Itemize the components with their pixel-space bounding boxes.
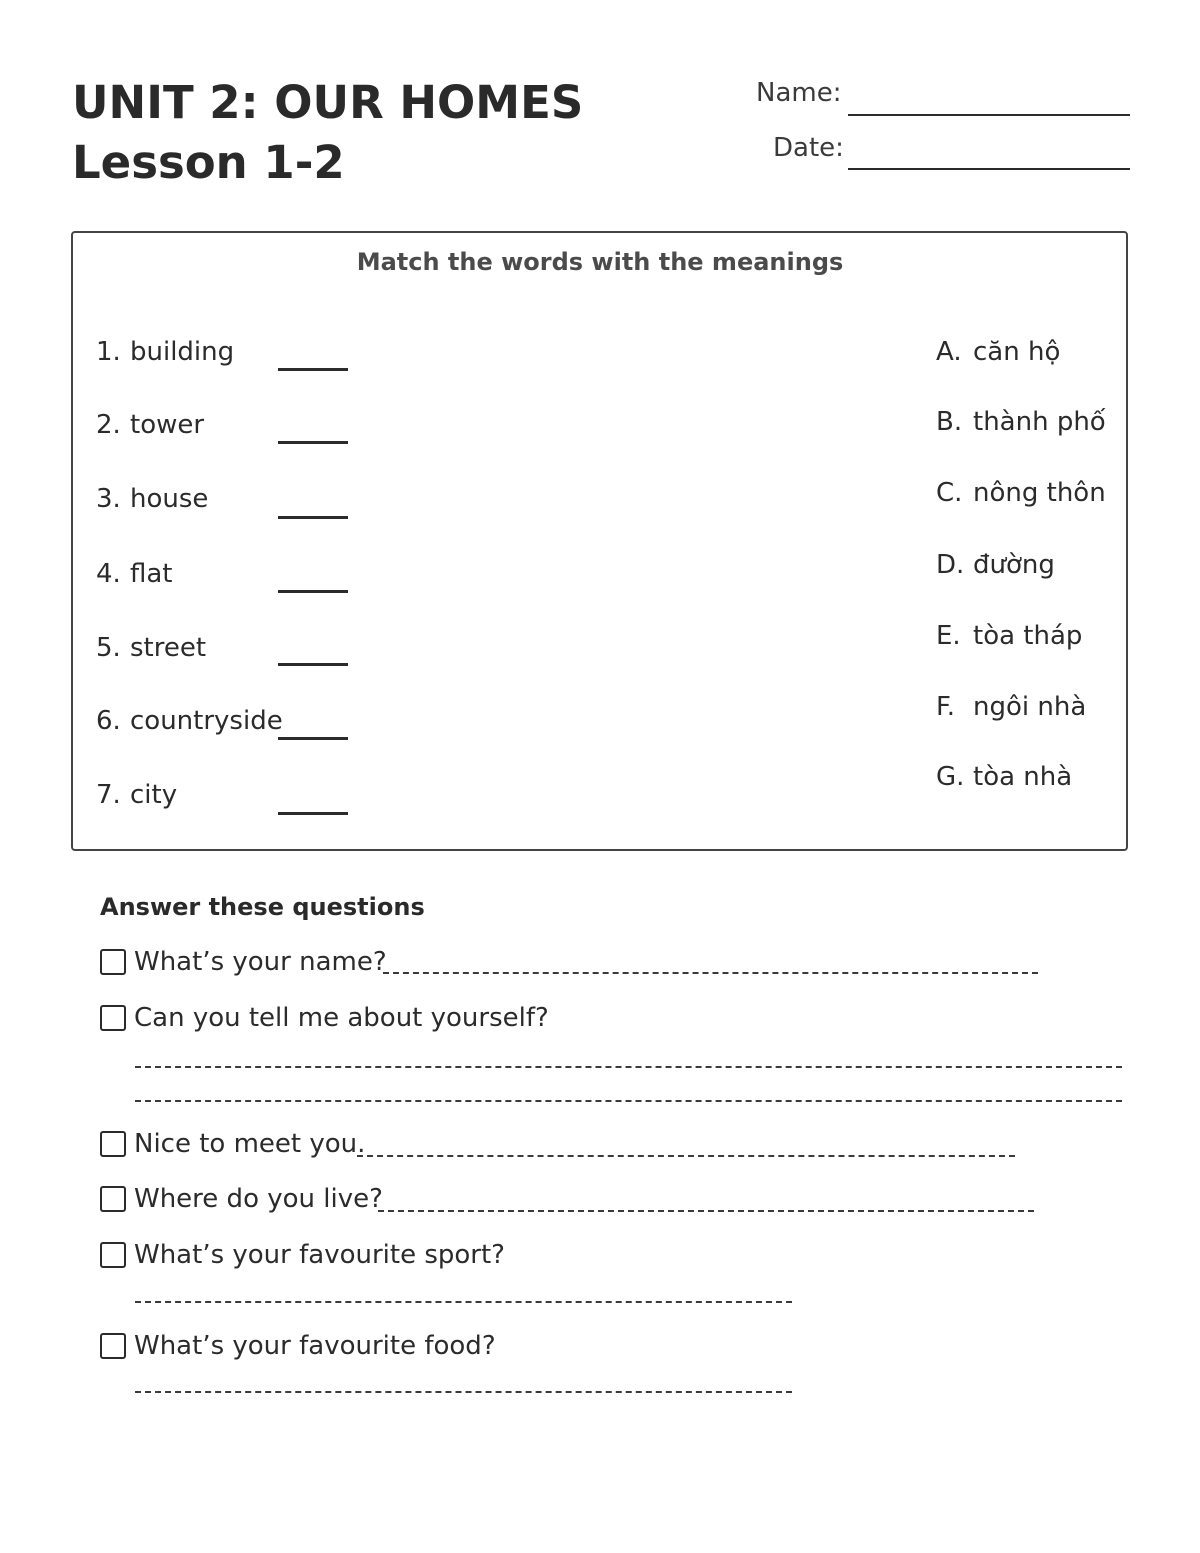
name-field[interactable] [848,114,1130,116]
date-label: Date: [773,133,844,163]
answer-line-2b[interactable] [135,1100,1122,1102]
question-checkbox-2[interactable] [100,1005,126,1031]
meaning-letter: D. [936,550,965,580]
answer-line-2a[interactable] [135,1066,1122,1068]
question-text: Can you tell me about yourself? [134,1003,549,1033]
questions-heading: Answer these questions [100,893,425,921]
question-checkbox-1[interactable] [100,949,126,975]
meaning-text: ngôi nhà [973,692,1087,722]
word-item [96,410,204,440]
meaning-item [936,337,1060,367]
word-number: 4. [96,559,121,589]
word-text: city [130,780,178,810]
meaning-text: tòa tháp [973,621,1083,651]
word-item [96,780,177,810]
meaning-item [936,478,1106,508]
answer-blank-1[interactable] [278,368,348,371]
word-number: 5. [96,633,121,663]
answer-blank-4[interactable] [278,590,348,593]
word-item [96,337,234,367]
meaning-text: tòa nhà [973,762,1073,792]
meaning-item [936,762,1072,792]
answer-blank-2[interactable] [278,441,348,444]
answer-blank-5[interactable] [278,663,348,666]
date-field[interactable] [848,168,1130,170]
question-text: Nice to meet you. [134,1129,366,1159]
meaning-letter: A. [936,337,962,367]
word-text: flat [130,559,173,589]
matching-exercise-box [71,231,1128,851]
question-checkbox-6[interactable] [100,1333,126,1359]
answer-blank-7[interactable] [278,812,348,815]
word-item [96,706,283,736]
lesson-subtitle: Lesson 1-2 [72,136,345,189]
meaning-text: thành phố [973,407,1106,437]
question-text: What’s your favourite sport? [134,1240,505,1270]
word-text: tower [130,410,205,440]
meaning-letter: B. [936,407,963,437]
question-checkbox-4[interactable] [100,1186,126,1212]
word-item [96,484,208,514]
meaning-letter: F. [936,692,956,722]
meaning-text: nông thôn [973,478,1106,508]
word-text: street [130,633,207,663]
question-text: Where do you live? [134,1184,383,1214]
question-text: What’s your name? [134,947,387,977]
meaning-letter: C. [936,478,963,508]
meaning-letter: G. [936,762,965,792]
answer-blank-3[interactable] [278,516,348,519]
page-title: UNIT 2: OUR HOMES [72,76,584,129]
meaning-item [936,621,1082,651]
answer-line-4[interactable] [378,1210,1034,1212]
answer-blank-6[interactable] [278,737,348,740]
question-text: What’s your favourite food? [134,1331,496,1361]
meaning-text: đường [973,550,1055,580]
word-text: building [130,337,235,367]
word-number: 7. [96,780,121,810]
word-number: 1. [96,337,121,367]
answer-line-1[interactable] [383,972,1038,974]
question-checkbox-3[interactable] [100,1131,126,1157]
meaning-letter: E. [936,621,961,651]
word-text: countryside [130,706,283,736]
answer-line-3[interactable] [357,1155,1015,1157]
name-label: Name: [756,78,842,108]
word-item [96,559,173,589]
word-item [96,633,206,663]
question-checkbox-5[interactable] [100,1242,126,1268]
meaning-item [936,550,1055,580]
word-number: 6. [96,706,121,736]
word-number: 3. [96,484,121,514]
word-number: 2. [96,410,121,440]
meaning-item [936,407,1106,437]
meaning-text: căn hộ [973,337,1061,367]
answer-line-5[interactable] [135,1301,792,1303]
word-text: house [130,484,209,514]
answer-line-6[interactable] [135,1391,792,1393]
meaning-item [936,692,1086,722]
matching-heading: Match the words with the meanings [356,248,844,276]
